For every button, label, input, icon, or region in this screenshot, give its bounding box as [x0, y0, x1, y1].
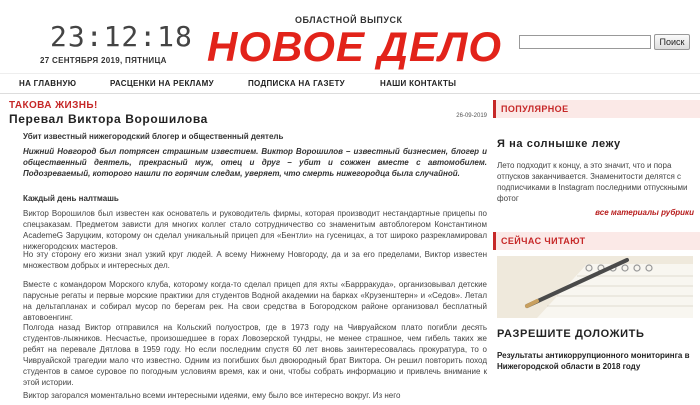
search-input[interactable] — [519, 35, 651, 49]
clock: 23:12:18 — [50, 20, 193, 53]
sidebar — [493, 96, 700, 405]
article-lead: Нижний Новгород был потрясен страшным известием. Виктор Ворошилов – известный бизнесмен, блогер и общественный деятель, прекрасный муж, отец и друг – убит и сожжен вместе с автомобилем. Подозреваемый, которого нашли по горячим следам, уверяет, что смерть нижегородца была случайной. — [23, 147, 487, 178]
reading-header-label: СЕЙЧАС ЧИТАЮТ — [501, 236, 586, 246]
current-date: 27 СЕНТЯБРЯ 2019, ПЯТНИЦА — [40, 56, 167, 65]
article-paragraph: Вместе с командором Морского клуба, которому когда-то сделал прицеп для яхты «Баррракуда», организовывал детские парусные регаты и первые морские практики для студентов Водной академии на барках «Крузенштерн» и «Седов». Летал на дельтапланах и собирал мусор по берегам рек. На свои средства в Богородском районе организовал бесплатный автовоенгинг. — [23, 280, 487, 322]
search-button[interactable]: Поиск — [654, 34, 690, 50]
popular-rubric-link[interactable]: все материалы рубрики — [595, 208, 694, 217]
popular-header-label: ПОПУЛЯРНОЕ — [501, 104, 569, 114]
main-nav — [0, 73, 700, 94]
reading-header — [493, 232, 700, 250]
nav-contacts[interactable]: НАШИ КОНТАКТЫ — [380, 79, 457, 88]
notebook-photo[interactable] — [497, 256, 693, 318]
article-subtitle: Убит известный нижегородский блогер и общественный деятель — [23, 132, 284, 141]
article-paragraph: Но эту сторону его жизни знал узкий круг людей. А всему Нижнему Новгороду, да и за его пределами, Виктор известен множеством добрых и интересных дел. — [23, 250, 487, 270]
article-paragraph: Виктор загорался моментально всеми интересными идеями, ему было все интересно вокруг. Из него — [23, 391, 401, 400]
article-section-heading: Каждый день налтмашь — [23, 194, 119, 203]
edition-label: ОБЛАСТНОЙ ВЫПУСК — [295, 15, 403, 25]
reading-text[interactable]: Результаты антикоррупционного мониторинга в Нижегородской области в 2018 году — [497, 351, 690, 371]
article-date: 26-09-2019 — [456, 113, 487, 119]
article-paragraph: Виктор Ворошилов был известен как основатель и руководитель фирмы, которая производит нестандартные прицепы по спецзаказам. Предметом зависти для многих коллег стало сотрудничество со знаменитым автоблогером Константином AcademeG Заруцким, которому он сделал уникальный прицеп для «Бентли» на гусеницах, а тот широко разрекламировал нижегородских мастеров. — [23, 209, 487, 251]
article-title: Перевал Виктора Ворошилова — [9, 112, 208, 126]
article-rubric[interactable]: ТАКОВА ЖИЗНЬ! — [9, 100, 98, 111]
popular-text: Лето подходит к концу, а это значит, что и пора отпусков заканчивается. Знаменитости делятся с подписчиками в Instagram последними отпускными фотог — [497, 161, 688, 203]
popular-title[interactable]: Я на солнышке лежу — [497, 138, 621, 150]
site-header — [0, 0, 700, 72]
nav-ad-rates[interactable]: РАСЦЕНКИ НА РЕКЛАМУ — [110, 79, 214, 88]
reading-title[interactable]: РАЗРЕШИТЕ ДОЛОЖИТЬ — [497, 328, 645, 340]
article-column — [0, 96, 493, 405]
popular-header — [493, 100, 700, 118]
article-paragraph: Полгода назад Виктор отправился на Кольский полуостров, где в 1973 году на Чивруайском плато погибли десять студентов-лыжников. Несчастье, произошедшее в горах Ловозерской тундры, не менее страшное, чем гибель таких же ребят на перевале Дятлова в 1959 году. Но если последним спустя 60 лет вновь заинтересовалась прокуратура, то о Чивруайской трагедии мало что известно. Одним из погибших был двоюродный брат Виктора. Он решил повторить поход студентов в самое суровое по погодным условиям время, как и они, чтобы собрать информацию и привлечь внимание к этой истории. — [23, 323, 487, 387]
notebook-illustration — [497, 256, 693, 318]
nav-subscription[interactable]: ПОДПИСКА НА ГАЗЕТУ — [248, 79, 345, 88]
site-logo[interactable]: НОВОЕ ДЕЛО — [207, 23, 503, 70]
nav-home[interactable]: НА ГЛАВНУЮ — [19, 79, 77, 88]
